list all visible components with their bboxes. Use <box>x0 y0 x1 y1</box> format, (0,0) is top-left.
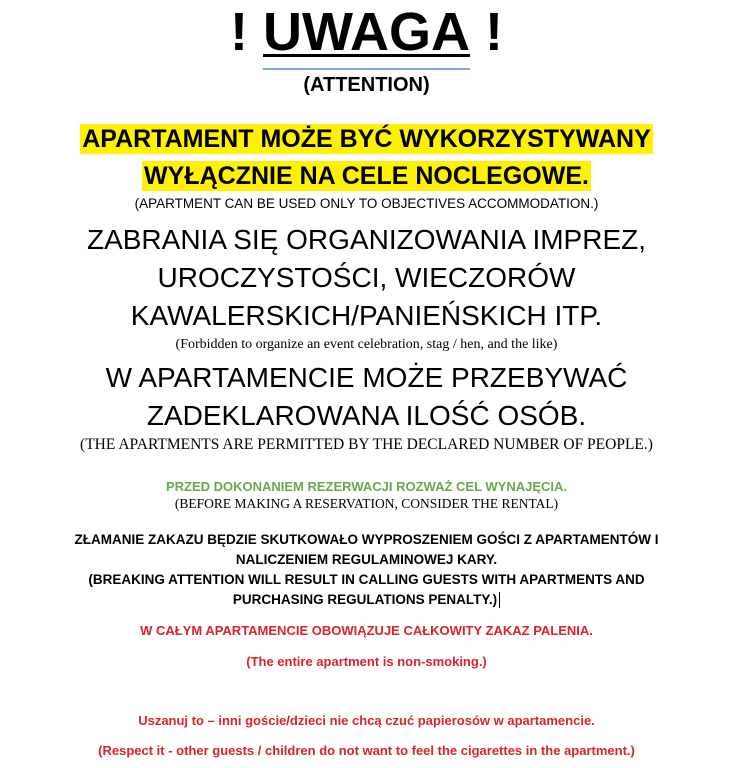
reservation-notice: PRZED DOKONANIEM REZERWACJI ROZWAŻ CEL WYNAJĘCIA. <box>165 479 568 494</box>
prohibition-line-3: KAWALERSKICH/PANIEŃSKICH ITP. <box>130 300 603 331</box>
reservation-translation: (BEFORE MAKING A RESERVATION, CONSIDER THE RENTAL) <box>174 496 559 511</box>
highlight-line-2-text: WYŁĄCZNIE NA CELE NOCLEGOWE. <box>144 162 589 190</box>
page-title <box>0 0 733 64</box>
penalty-line-2: NALICZENIEM REGULAMINOWEJ KARY. <box>235 552 498 567</box>
title-exclamation-right: ! <box>469 2 503 62</box>
title-exclamation-left: ! <box>230 2 263 62</box>
prohibition-line-2: UROCZYSTOŚCI, WIECZORÓW <box>157 262 576 293</box>
title-word: UWAGA <box>263 2 470 62</box>
penalty-line-4 <box>0 590 733 610</box>
smoking-ban-translation: (The entire apartment is non-smoking.) <box>246 654 487 669</box>
occupancy-line-1: W APARTAMENCIE MOŻE PRZEBYWAĆ <box>105 362 628 393</box>
penalty-line-1: ZŁAMANIE ZAKAZU BĘDZIE SKUTKOWAŁO WYPROSZENIEM GOŚCI Z APARTAMENTÓW I <box>74 532 659 547</box>
highlight-line-2 <box>0 160 733 193</box>
highlight-translation: (APARTMENT CAN BE USED ONLY TO OBJECTIVES ACCOMMODATION.) <box>134 196 599 211</box>
smoking-respect: Uszanuj to – inni goście/dzieci nie chcą czuć papierosów w apartamencie. <box>138 713 595 728</box>
highlight-line-1 <box>0 123 733 156</box>
penalty-line-4-text: PURCHASING REGULATIONS PENALTY.) <box>232 592 498 607</box>
page-subtitle: (ATTENTION) <box>303 74 430 96</box>
occupancy-translation: (THE APARTMENTS ARE PERMITTED BY THE DECLARED NUMBER OF PEOPLE.) <box>80 436 653 453</box>
prohibition-line-1: ZABRANIA SIĘ ORGANIZOWANIA IMPREZ, <box>86 224 647 255</box>
prohibition-translation: (Forbidden to organize an event celebration, stag / hen, and the like) <box>175 337 558 352</box>
penalty-line-3: (BREAKING ATTENTION WILL RESULT IN CALLING GUESTS WITH APARTMENTS AND <box>88 572 645 587</box>
occupancy-line-2: ZADEKLAROWANA ILOŚĆ OSÓB. <box>146 400 587 431</box>
smoking-ban: W CAŁYM APARTAMENCIE OBOWIĄZUJE CAŁKOWITY ZAKAZ PALENIA. <box>140 623 593 638</box>
smoking-respect-translation: (Respect it - other guests / children do not want to feel the cigarettes in the apartment.) <box>98 743 635 758</box>
text-cursor <box>499 592 500 608</box>
highlight-line-1-text: APARTAMENT MOŻE BYĆ WYKORZYSTYWANY <box>82 125 651 153</box>
